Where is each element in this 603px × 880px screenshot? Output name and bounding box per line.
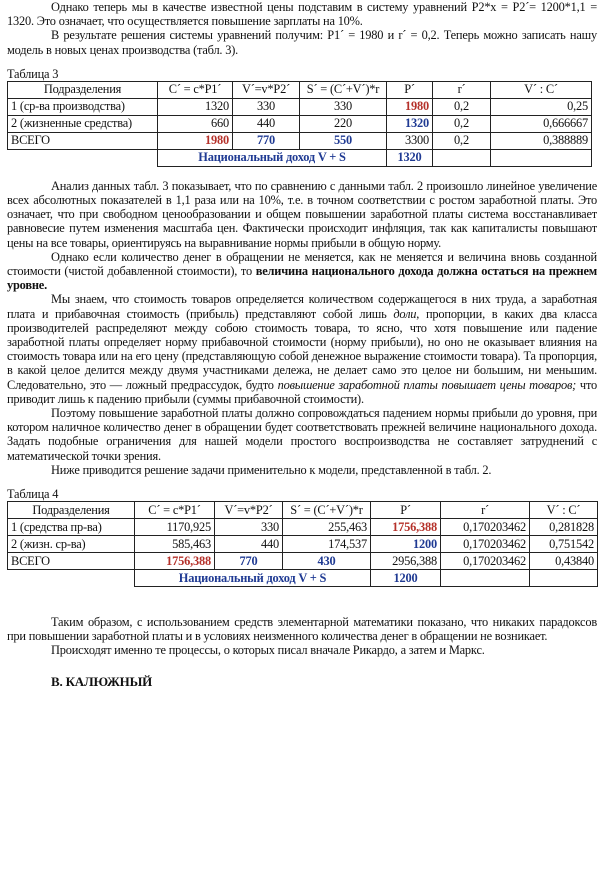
table-4 — [7, 501, 598, 587]
table-cell: 440 — [215, 536, 283, 553]
header-cell: r´ — [433, 81, 491, 98]
header-cell: C´ = c*P1´ — [158, 81, 233, 98]
national-income-row — [8, 570, 598, 587]
table-cell: 1320 — [158, 98, 233, 115]
table-cell: 0,2 — [433, 98, 491, 115]
table-cell: 0,666667 — [491, 115, 592, 132]
table-cell: 220 — [300, 115, 387, 132]
table-cell: 174,537 — [283, 536, 371, 553]
header-cell: Подразделения — [8, 502, 135, 519]
paragraph-1: Однако теперь мы в качестве известной цены подставим в систему уравнений P2*x = P2´= 1200*1,1 = 1320. Это означает, что осуществляется повышение зарплаты на 10%. — [7, 0, 597, 29]
table-cell: 1200 — [371, 536, 441, 553]
table-cell: 2 (жизн. ср-ва) — [8, 536, 135, 553]
table-cell: 255,463 — [283, 519, 371, 536]
paragraph-5-italic: повышение заработной платы повышает цены товаров; — [277, 377, 577, 392]
table-row — [8, 553, 598, 570]
paragraph-5-text: что приводит лишь к падению прибыли (суммы прибавочной стоимости). — [7, 377, 597, 406]
table-cell: 430 — [283, 553, 371, 570]
table-cell: 0,170203462 — [441, 553, 530, 570]
empty-cell — [530, 570, 598, 587]
empty-cell — [491, 149, 592, 166]
national-income-label: Национальный доход V + S — [135, 570, 371, 587]
header-cell: C´ = c*P1´ — [135, 502, 215, 519]
table-row — [8, 519, 598, 536]
header-cell: P´ — [371, 502, 441, 519]
author-signature: В. КАЛЮЖНЫЙ — [51, 673, 153, 689]
table-cell: 0,25 — [491, 98, 592, 115]
table-cell: 440 — [233, 115, 300, 132]
table-cell: 1170,925 — [135, 519, 215, 536]
paragraph-7: Ниже приводится решение задачи применительно к модели, представленной в табл. 2. — [51, 462, 492, 477]
national-income-row — [8, 149, 592, 166]
table-row — [8, 98, 592, 115]
header-cell: S´ = (C´+V´)*r — [300, 81, 387, 98]
table-cell: 0,170203462 — [441, 536, 530, 553]
paragraph-5-text: , пропорции, в каких два класса производителей распределяют между собою стоимость товара, то ясно, что хотя повышение или падение заработной платы определяет норму прибавочной стоимости (норму прибыли), но оно не оказывает влияния на стоимость товара или на его цену (представляющую собой денежное выражение стоимости товара). Та пропорция, в какой целое делится между двумя участниками дележа, не делает само это целое ни большим, ни меньшим. Следовательно, это — ложный предрассудок, будто — [7, 306, 598, 392]
table-cell: 1756,388 — [135, 553, 215, 570]
table-row — [8, 536, 598, 553]
national-income-value: 1320 — [387, 149, 433, 166]
paragraph-2: В результате решения системы уравнений получим: P1´ = 1980 и r´ = 0,2. Теперь можно записать нашу модель в новых ценах производства (табл. 3). — [7, 28, 597, 57]
table-cell: 1320 — [387, 115, 433, 132]
table-cell: 1 (ср-ва производства) — [8, 98, 158, 115]
table-cell: 0,751542 — [530, 536, 598, 553]
header-cell: S´ = (C´+V´)*r — [283, 502, 371, 519]
table-cell: 330 — [233, 98, 300, 115]
paragraph-5-text: Мы знаем, что стоимость товаров определяется количеством содержащегося в них труда, а заработная плата и прибавочная стоимость (прибыль) представляют собой лишь — [7, 292, 597, 321]
table-cell: 550 — [300, 132, 387, 149]
paragraph-6: Поэтому повышение заработной платы должно сопровождаться падением нормы прибыли до уровня, при котором наличное количество денег в обращении будет соответствовать прежней величине национального дохода. Задать подобные ограничения для нашей модели простого воспроизводства не составляет затруднений с математической точки зрения. — [7, 406, 597, 463]
table-cell: 660 — [158, 115, 233, 132]
table-cell: 585,463 — [135, 536, 215, 553]
paragraph-5 — [7, 292, 597, 406]
paragraph-4-emphasis: величина национального дохода должна остаться на прежнем уровне. — [7, 264, 597, 293]
table-cell: 0,388889 — [491, 132, 592, 149]
header-cell: r´ — [441, 502, 530, 519]
empty-cell — [8, 149, 158, 166]
table-cell: 330 — [215, 519, 283, 536]
table-row — [8, 132, 592, 149]
table-cell: 2 (жизненные средства) — [8, 115, 158, 132]
table-3 — [7, 81, 592, 167]
table-cell: 1980 — [387, 98, 433, 115]
empty-cell — [8, 570, 135, 587]
table-cell: 0,281828 — [530, 519, 598, 536]
table-cell: 770 — [215, 553, 283, 570]
table3-caption: Таблица 3 — [7, 66, 59, 81]
table-cell: 3300 — [387, 132, 433, 149]
header-cell: P´ — [387, 81, 433, 98]
header-cell: V´ : C´ — [530, 502, 598, 519]
table-cell: 330 — [300, 98, 387, 115]
paragraph-4-text: Однако если количество денег в обращении не меняется, как не меняется и величина вновь созданной стоимости (чистой добавленной стоимости), то — [7, 249, 597, 279]
table-header-row — [8, 502, 598, 519]
header-cell: V´=v*P2´ — [233, 81, 300, 98]
table-cell: 0,2 — [433, 115, 491, 132]
header-cell: V´=v*P2´ — [215, 502, 283, 519]
table4-caption: Таблица 4 — [7, 487, 59, 502]
national-income-label: Национальный доход V + S — [158, 149, 387, 166]
table-cell: ВСЕГО — [8, 132, 158, 149]
table-row — [8, 115, 592, 132]
paragraph-8: Таким образом, с использованием средств элементарной математики показано, что никаких парадоксов при повышении заработной платы и в условиях неизменного количества денег в обращении не возникает. — [7, 615, 597, 644]
table-cell: 0,43840 — [530, 553, 598, 570]
national-income-value: 1200 — [371, 570, 441, 587]
table-cell: 1756,388 — [371, 519, 441, 536]
table-cell: 1980 — [158, 132, 233, 149]
header-cell: V´ : C´ — [491, 81, 592, 98]
empty-cell — [441, 570, 530, 587]
table-cell: 770 — [233, 132, 300, 149]
table-cell: 0,170203462 — [441, 519, 530, 536]
table-cell: 1 (средства пр-ва) — [8, 519, 135, 536]
table-cell: 2956,388 — [371, 553, 441, 570]
table-header-row — [8, 81, 592, 98]
empty-cell — [433, 149, 491, 166]
header-cell: Подразделения — [8, 81, 158, 98]
paragraph-5-italic: доли — [393, 306, 417, 321]
paragraph-9: Происходят именно те процессы, о которых писал вначале Рикардо, а затем и Маркс. — [51, 643, 485, 658]
paragraph-3: Анализ данных табл. 3 показывает, что по сравнению с данными табл. 2 произошло линейное увеличение всех абсолютных показателей в 1,1 раза или на 10%, т.е. в точном соответствии с ростом заработной платы. Это означает, что при свободном ценообразовании и общем повышении заработной платы система восстанавливает равновесие путем изменения масштаба цен. Фактически происходит инфляция, так как капиталисты повышают цены на все товары, ориентируясь на выравнивание нормы прибыли в общую норму. — [7, 178, 597, 250]
table-cell: ВСЕГО — [8, 553, 135, 570]
document-page — [7, 0, 597, 690]
paragraph-4 — [7, 250, 597, 293]
table-cell: 0,2 — [433, 132, 491, 149]
